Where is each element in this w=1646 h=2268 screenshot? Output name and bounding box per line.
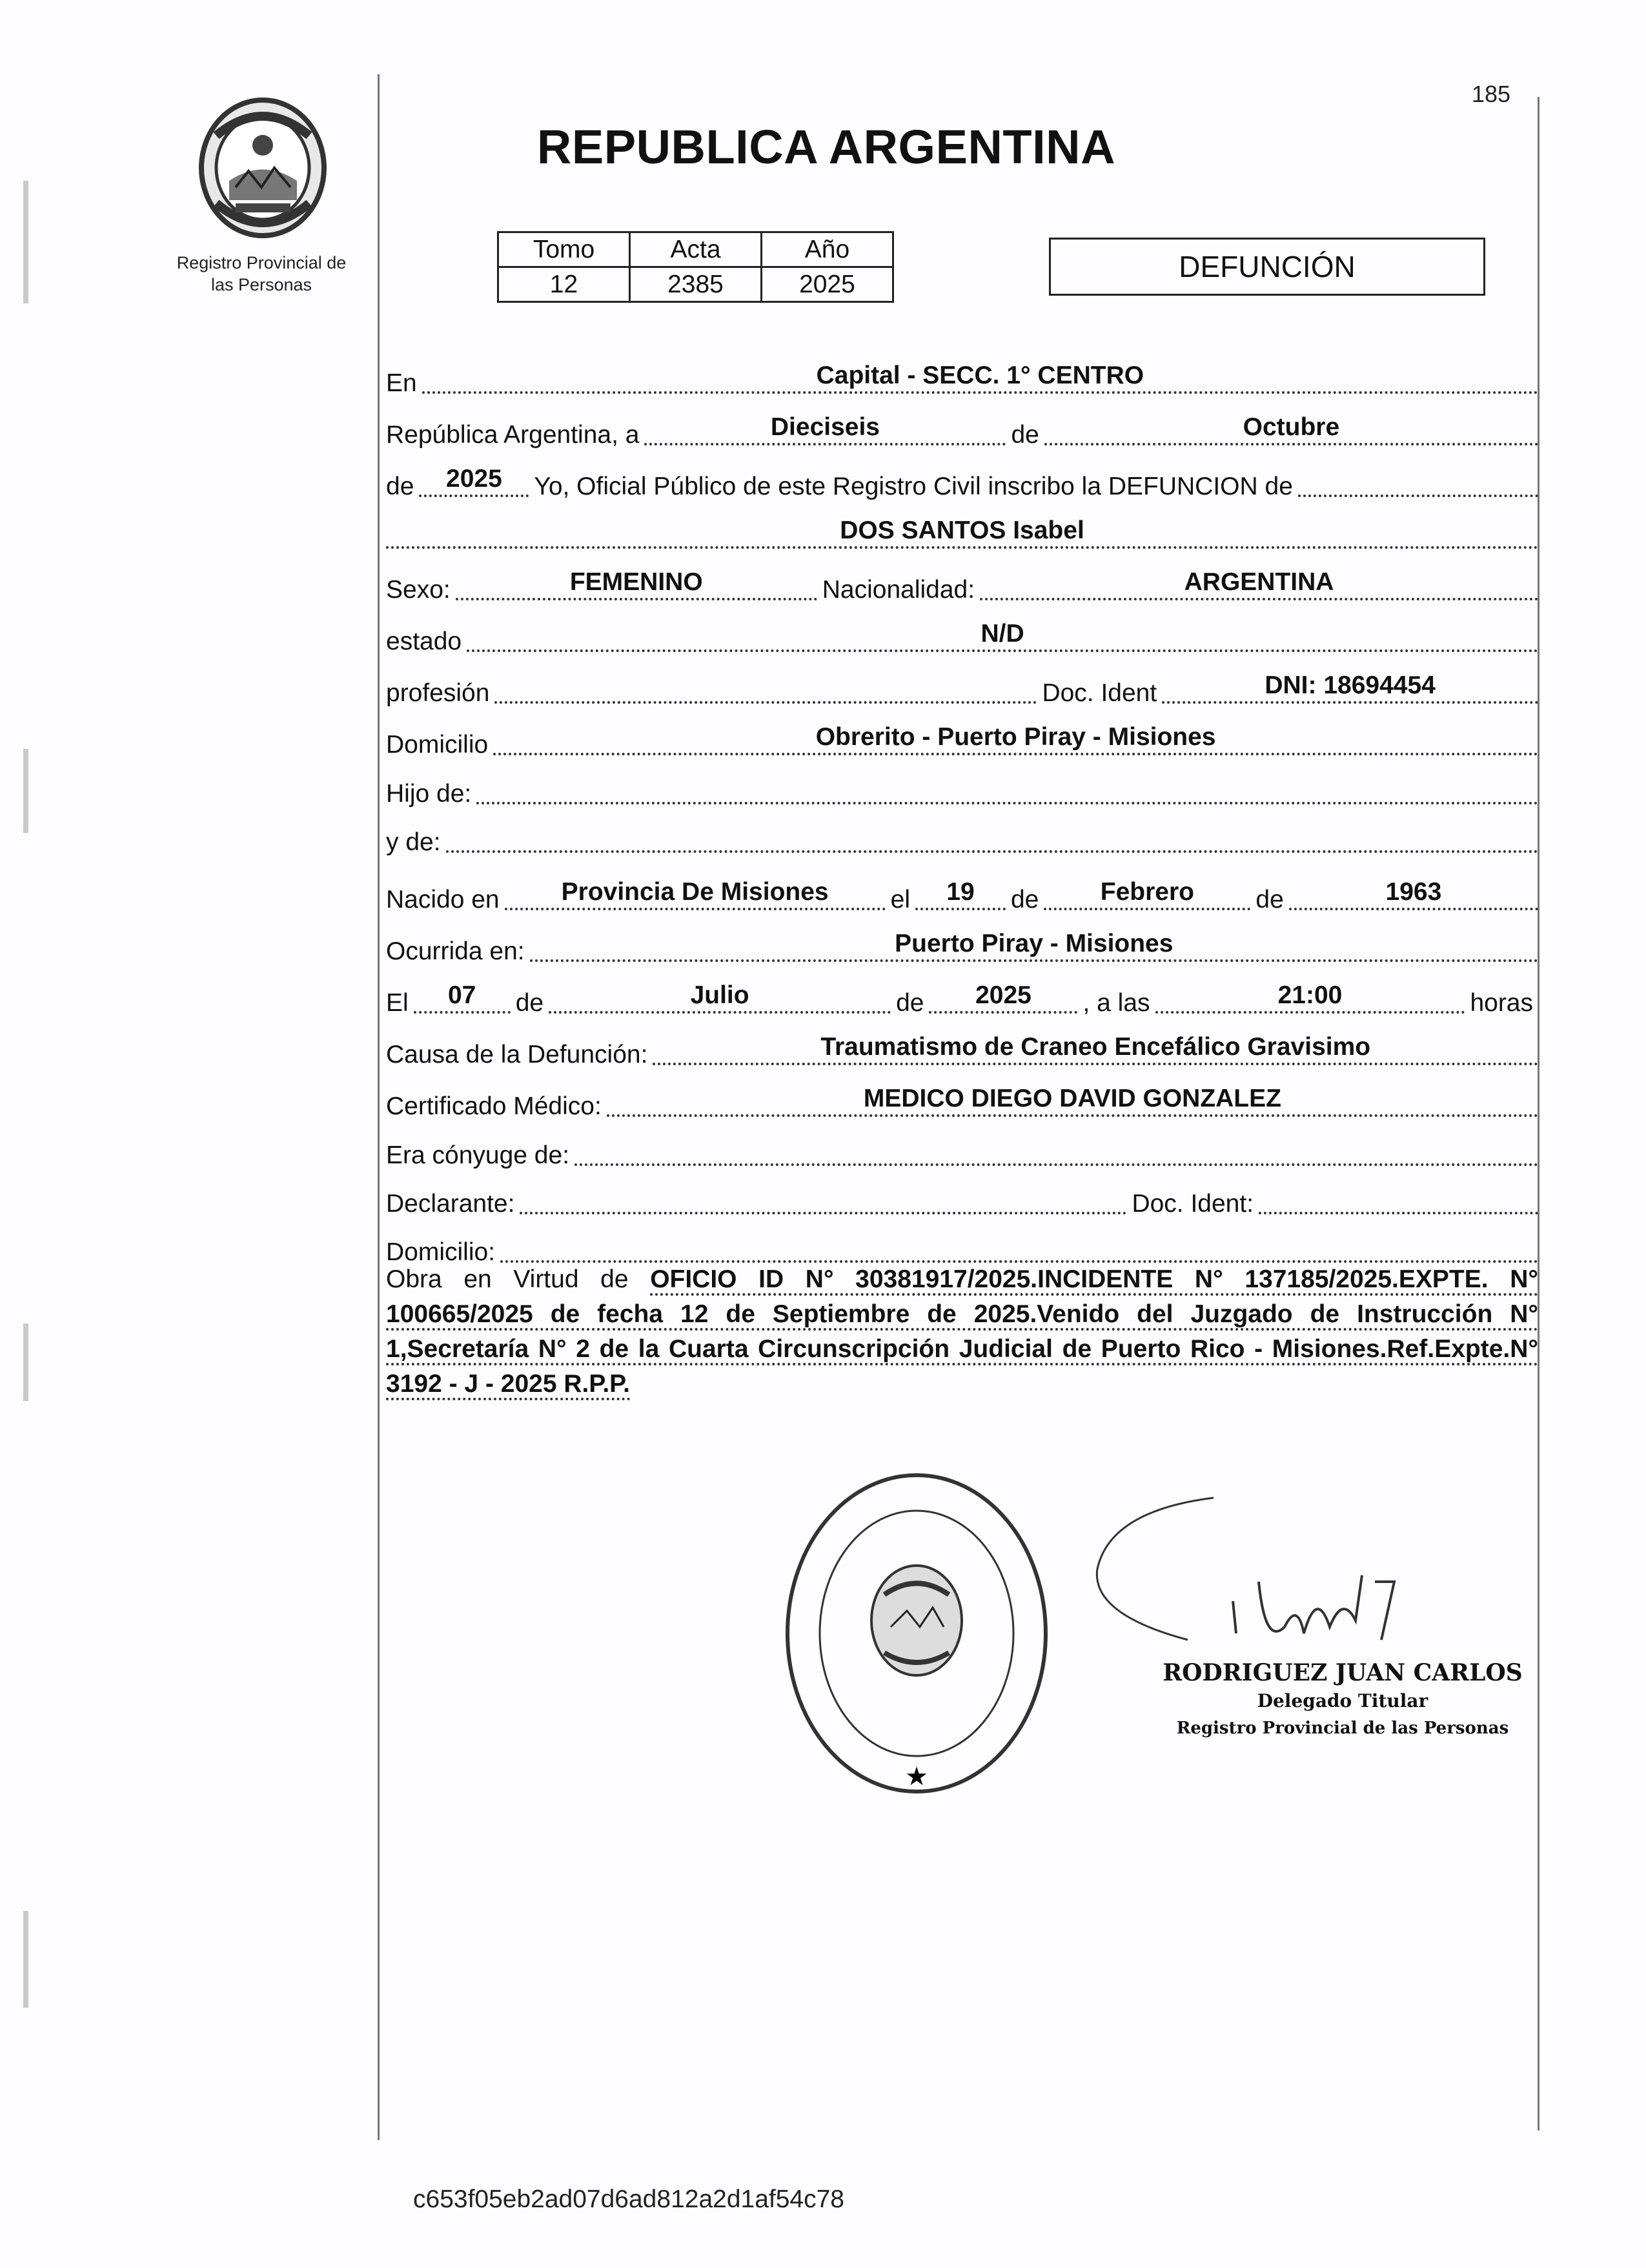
declarante-value xyxy=(520,1185,1126,1214)
inscribo-text: Yo, Oficial Público de este Registro Civil inscribo la DEFUNCION de xyxy=(534,473,1293,500)
profesion-label: profesión xyxy=(386,679,490,707)
domicilio-label: Domicilio xyxy=(386,731,489,759)
row-ocurrida xyxy=(386,930,1538,966)
death-year: 2025 xyxy=(929,981,1077,1014)
doc-label: Doc. Ident xyxy=(1042,679,1157,707)
de-label: de xyxy=(896,989,924,1017)
registry-caption xyxy=(155,252,368,296)
scan-edge-mark xyxy=(23,1323,28,1401)
domicilio-value: Obrerito - Puerto Piray - Misiones xyxy=(493,723,1538,755)
record-reference-table xyxy=(497,231,894,303)
republica-label: República Argentina, a xyxy=(386,421,640,449)
de-label: de xyxy=(1011,421,1039,449)
obra-en-virtud-paragraph xyxy=(386,1262,1538,1402)
decl-doc-value xyxy=(1259,1185,1538,1214)
registry-seal-stamp xyxy=(775,1466,1059,1801)
death-day: 07 xyxy=(414,981,511,1014)
hijo-value xyxy=(476,775,1538,804)
profesion-value xyxy=(494,674,1037,704)
death-month: Julio xyxy=(549,981,891,1014)
nacido-anio: 1963 xyxy=(1289,878,1538,910)
row-fecha-defuncion xyxy=(386,981,1538,1017)
conyuge-label: Era cónyuge de: xyxy=(386,1141,570,1169)
scan-edge-mark xyxy=(23,749,28,833)
death-time: 21:00 xyxy=(1155,981,1465,1014)
decl-doc-label: Doc. Ident: xyxy=(1132,1190,1254,1218)
de-label: de xyxy=(386,473,414,500)
row-inscribo xyxy=(386,465,1538,501)
registry-caption-line2: las Personas xyxy=(210,275,312,294)
row-hijo xyxy=(386,775,1538,808)
conyuge-value xyxy=(574,1136,1538,1166)
scan-edge-mark xyxy=(23,1911,28,2008)
document-hash: c653f05eb2ad07d6ad812a2d1af54c78 xyxy=(413,2185,844,2213)
signature-scribble xyxy=(1072,1472,1485,1666)
yde-label: y de: xyxy=(386,828,441,856)
en-value: Capital - SECC. 1° CENTRO xyxy=(422,362,1538,394)
record-table-header: Año xyxy=(762,232,893,267)
row-en xyxy=(386,362,1538,398)
estado-value: N/D xyxy=(467,620,1538,652)
obra-text: OFICIO ID N° 30381917/2025.INCIDENTE N° 137185/2025.EXPTE. N° 100665/2025 de fecha 12 de Septiembre de 2025.Venido del Juzgado de Instrucción N° 1,Secretaría N° 2 de la Cuarta Circunscripción Judicial de Puerto Rico - Misiones.Ref.Expte.N° 3192 - J - 2025 R.P.P. xyxy=(386,1265,1538,1400)
decl-domicilio-label: Domicilio: xyxy=(386,1238,496,1266)
record-table-value: 2385 xyxy=(630,267,762,302)
record-table-value-row xyxy=(498,267,893,302)
certificado-value: MEDICO DIEGO DAVID GONZALEZ xyxy=(607,1085,1538,1117)
day-value: Dieciseis xyxy=(644,413,1006,445)
row-conyuge xyxy=(386,1136,1538,1170)
ocurrida-value: Puerto Piray - Misiones xyxy=(530,930,1538,962)
ocurrida-label: Ocurrida en: xyxy=(386,937,525,965)
causa-value: Traumatismo de Craneo Encefálico Gravisimo xyxy=(653,1033,1538,1065)
row-yde xyxy=(386,823,1538,857)
signatory-organization: Registro Provincial de las Personas xyxy=(1176,1719,1509,1738)
row-deceased-name xyxy=(386,516,1538,553)
row-causa xyxy=(386,1033,1538,1069)
row-certificado xyxy=(386,1085,1538,1121)
en-label: En xyxy=(386,369,417,397)
hijo-label: Hijo de: xyxy=(386,780,472,808)
row-nacimiento xyxy=(386,878,1538,914)
scan-edge-mark xyxy=(23,181,28,303)
record-table-value: 12 xyxy=(498,267,630,302)
deceased-name: DOS SANTOS Isabel xyxy=(386,516,1538,549)
declarante-label: Declarante: xyxy=(386,1190,515,1218)
year-value: 2025 xyxy=(419,465,529,497)
record-table-header: Tomo xyxy=(498,232,630,267)
signatory-role: Delegado Titular xyxy=(1257,1690,1428,1711)
sexo-label: Sexo: xyxy=(386,576,451,604)
nacido-lugar: Provincia De Misiones xyxy=(505,878,886,910)
month-value: Octubre xyxy=(1044,413,1538,445)
row-sexo xyxy=(386,568,1538,604)
nacido-dia: 19 xyxy=(915,878,1006,910)
inscribo-fill xyxy=(1298,467,1538,497)
estado-label: estado xyxy=(386,628,462,655)
el-label: el xyxy=(890,886,910,914)
record-table-value: 2025 xyxy=(762,267,893,302)
record-table-header: Acta xyxy=(630,232,762,267)
nacionalidad-value: ARGENTINA xyxy=(980,568,1538,600)
a-las-label: , a las xyxy=(1082,989,1150,1017)
causa-label: Causa de la Defunción: xyxy=(386,1041,648,1068)
record-table-header-row xyxy=(498,232,893,267)
yde-value xyxy=(446,823,1538,853)
horas-label: horas xyxy=(1470,989,1533,1017)
nacido-mes: Febrero xyxy=(1044,878,1250,910)
certificado-label: Certificado Médico: xyxy=(386,1092,602,1120)
row-estado xyxy=(386,620,1538,656)
nacido-label: Nacido en xyxy=(386,886,500,914)
de-label: de xyxy=(515,989,544,1017)
de-label: de xyxy=(1010,886,1039,914)
doc-value: DNI: 18694454 xyxy=(1162,671,1538,704)
El-label: El xyxy=(386,989,409,1017)
obra-label: Obra en Virtud de xyxy=(386,1265,629,1293)
de-label: de xyxy=(1255,886,1284,914)
nacionalidad-label: Nacionalidad: xyxy=(822,576,975,604)
record-type-box: DEFUNCIÓN xyxy=(1049,238,1485,296)
signatory-name: RODRIGUEZ JUAN CARLOS xyxy=(1163,1659,1523,1686)
provincial-emblem-icon xyxy=(190,84,336,245)
row-domicilio xyxy=(386,723,1538,759)
sexo-value: FEMENINO xyxy=(456,568,817,600)
decl-domicilio-value xyxy=(500,1233,1538,1263)
svg-text:★: ★ xyxy=(905,1762,928,1792)
row-fecha xyxy=(386,413,1538,449)
left-margin-rule xyxy=(378,74,380,2140)
row-declarante xyxy=(386,1185,1538,1218)
page-title: REPUBLICA ARGENTINA xyxy=(536,120,1116,174)
registry-caption-line1: Registro Provincial de xyxy=(176,253,347,272)
page-number: 185 xyxy=(1472,81,1511,107)
row-profesion xyxy=(386,671,1538,708)
